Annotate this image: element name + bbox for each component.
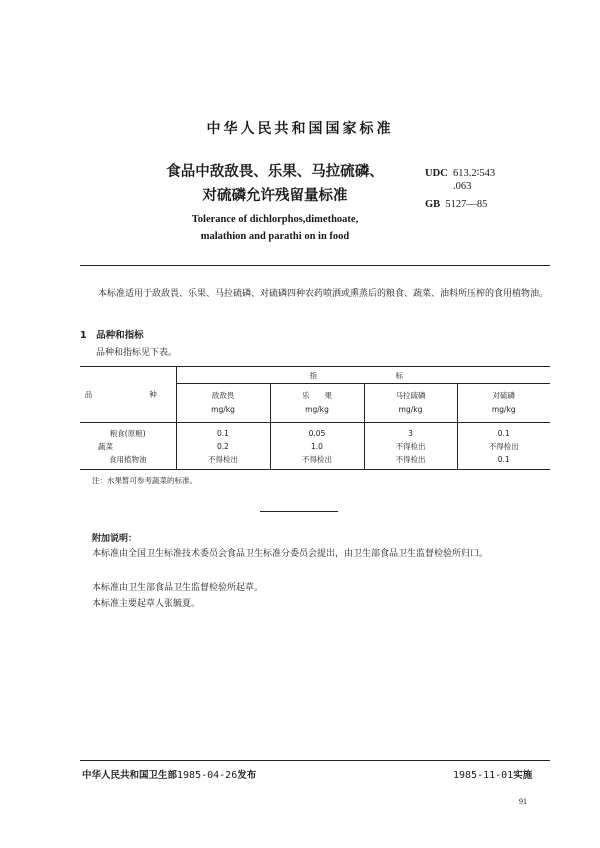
appendix-heading: 附加说明： [92, 534, 138, 544]
footer-issuer: 中华人民共和国卫生部 [82, 770, 178, 781]
gb-number [425, 199, 487, 210]
appendix-line1: 本标准由全国卫生标准技术委员会食品卫生标准分委员会提出，由卫生部食品卫生监督检验所归口。 [92, 549, 489, 559]
document-title-en-line2: malathion and parathi on in food [200, 231, 350, 242]
footer-issue-suffix: 发布 [237, 770, 257, 781]
table-cell: 不得检出 [364, 453, 457, 470]
table-row [80, 453, 550, 470]
footer-issue [82, 767, 256, 781]
document-title-en-line1: Tolerance of dichlorphos,dimethoate, [191, 214, 359, 225]
table-cell: 不得检出 [364, 440, 457, 453]
footer-issue-date: 1985-04-26 [177, 770, 238, 781]
table-cell: 0.05 [270, 423, 364, 441]
table-col-header: 敌敌畏 mg/kg [176, 384, 270, 423]
tolerance-table [80, 366, 550, 470]
page-number: 91 [519, 797, 527, 806]
table-header-index: 指 标 [176, 367, 550, 384]
appendix-line2: 本标准由卫生部食品卫生监督检验所起草。 [92, 583, 264, 593]
section-heading: 1 品种和指标 [80, 330, 144, 341]
table-row [80, 440, 550, 453]
table-cell: 0.2 [176, 440, 270, 453]
table-cell: 不得检出 [176, 453, 270, 470]
table-col-header: 乐 果 mg/kg [270, 384, 364, 423]
table-cell: 3 [364, 423, 457, 441]
footer-effective-suffix: 实施 [513, 770, 533, 781]
table-col-header: 对硫磷 mg/kg [457, 384, 550, 423]
document-title-english [110, 211, 440, 245]
intro-paragraph: 本标准适用于敌敌畏、乐果、马拉硫磷、对硫磷四种农药喷洒或熏蒸后的粮食、蔬菜、油料所压榨的食用植物油。 [98, 289, 549, 299]
table-cell: 0.1 [457, 453, 550, 470]
udc-label: UDC [425, 168, 448, 179]
table-cell: 不得检出 [270, 453, 364, 470]
document-title-line2: 对硫磷允许残留量标准 [202, 188, 348, 204]
table-note: 注：水果暂可参考蔬菜的标准。 [92, 476, 197, 485]
table-row [80, 423, 550, 441]
table-row-label: 食用植物油 [80, 453, 176, 470]
document-title [110, 160, 440, 208]
document-title-line1: 食品中敌敌畏、乐果、马拉硫磷、 [166, 164, 384, 180]
gb-label: GB [425, 199, 441, 210]
table-cell: 0.1 [176, 423, 270, 441]
footer-effective-date: 1985-11-01 [453, 770, 514, 781]
udc-classification [425, 167, 495, 193]
footer-effective [453, 767, 532, 781]
header-divider [80, 265, 550, 266]
table-row-label: 蔬菜 [98, 442, 113, 451]
table-cell: 不得检出 [457, 440, 550, 453]
udc-code-line2: .063 [453, 181, 472, 192]
table-cell: 1.0 [270, 440, 364, 453]
section-lead: 品种和指标见下表。 [96, 348, 178, 358]
table-cell: 0.1 [457, 423, 550, 441]
footer-divider [80, 760, 550, 761]
udc-code-line1: 613.2∶543 [453, 168, 496, 179]
table-row-label: 粮食(原粮) [109, 429, 146, 438]
table-col-header: 马拉硫磷 mg/kg [364, 384, 457, 423]
table-header-variety: 品 种 [80, 367, 176, 423]
standard-header-title: 中华人民共和国国家标准 [206, 121, 394, 137]
appendix-line3: 本标准主要起草人张毓夏。 [92, 599, 201, 609]
section-divider [260, 511, 338, 512]
gb-number-value: 5127—85 [445, 199, 488, 210]
